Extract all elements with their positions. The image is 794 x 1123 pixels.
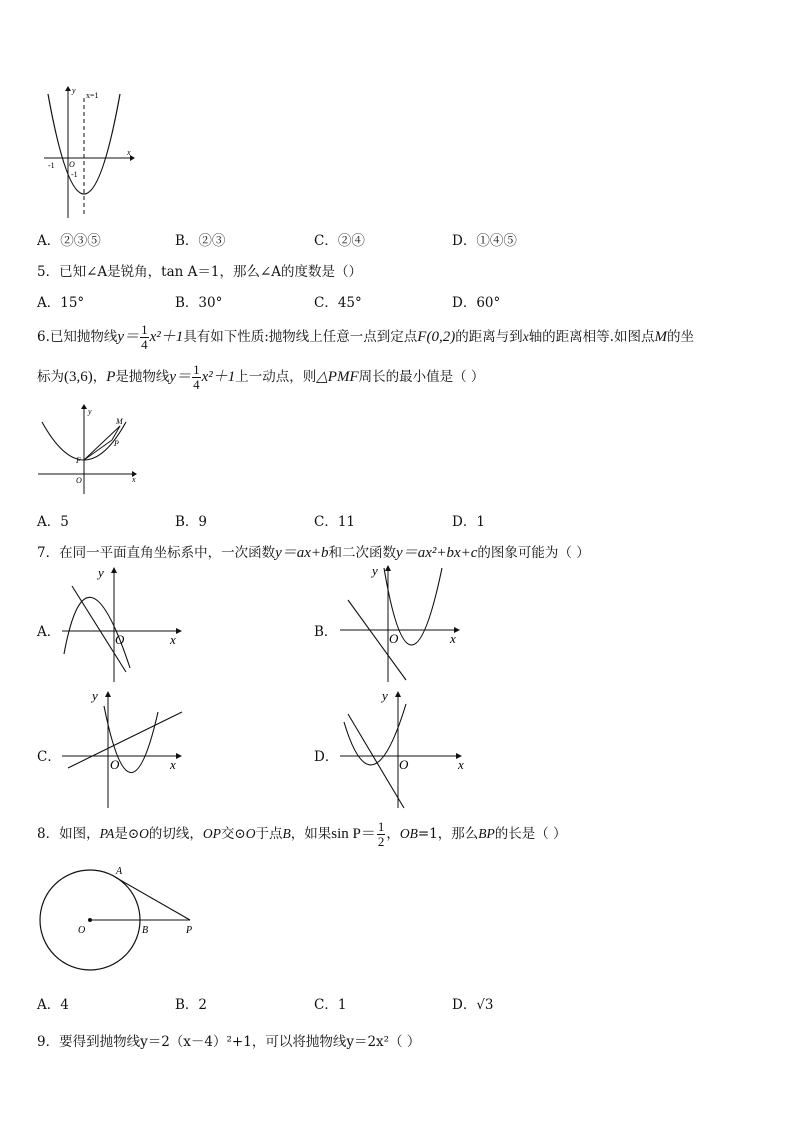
q6-label-y: y (88, 407, 92, 416)
q4-label-neg1-y: -1 (71, 170, 78, 179)
q8-stem (37, 819, 567, 849)
q7-option-b-label[interactable]: B． (314, 624, 338, 640)
q4-option-a[interactable]: A．②③⑤ (37, 233, 101, 249)
q8-stem-c: 的切线， (148, 826, 203, 842)
q8-stem-h: =1，那么 (417, 826, 479, 842)
q7d-label-x: x (458, 757, 464, 772)
q7-graph-c[interactable] (58, 686, 188, 810)
q7-stem (37, 541, 590, 562)
q7-linear-function: y＝ax+b (275, 545, 329, 561)
q8-stem-d: 交⊙ (220, 826, 246, 842)
q8-label-p: P (186, 925, 193, 936)
q5-option-a[interactable]: A．15° (37, 295, 85, 311)
q7a-line (72, 586, 126, 672)
q7b-label-x: x (450, 631, 456, 646)
q8-stem-b: 是⊙ (114, 826, 140, 842)
q8-frac: $\frac{1}{2}$ (377, 819, 385, 849)
q5-option-c[interactable]: C．45° (314, 295, 362, 311)
q8-graph (36, 862, 206, 974)
q8-stem-bp: BP (478, 826, 495, 841)
q7c-line (68, 712, 182, 768)
q8-label-b: B (142, 925, 149, 936)
q7d-line (348, 714, 404, 808)
q6-frac2: $\frac{1}{4}$ (193, 362, 200, 392)
q8-stem-pa: PA (99, 826, 115, 841)
q6-option-d[interactable]: D．1 (452, 514, 485, 530)
q6-formula2-y: y＝ (169, 369, 192, 385)
q6-point-f: F(0,2) (417, 329, 456, 345)
q4-label-x: x (127, 148, 131, 157)
q6-line1-c: 的距离与到 (455, 329, 523, 345)
q6-line2-a: 标为 (37, 369, 64, 385)
q4-option-b[interactable]: B．②③ (175, 233, 226, 249)
q4-option-c[interactable]: C．②④ (314, 233, 365, 249)
q6-label-o: O (76, 476, 82, 485)
q6-line1-x: x (522, 329, 529, 344)
q5-option-d[interactable]: D．60° (452, 295, 501, 311)
q7c-x-arrow (176, 753, 182, 759)
q6-line1-m: M (654, 329, 667, 345)
q6-line2-c: 是抛物线 (115, 369, 170, 385)
q7-stem-b: 和二次函数 (328, 545, 397, 561)
q6-option-b[interactable]: B．9 (175, 514, 208, 530)
q8-option-b[interactable]: B．2 (175, 997, 208, 1013)
q8-stem-o2: O (245, 826, 256, 841)
q6-label-x: x (132, 475, 136, 484)
q7c-label-y: y (92, 688, 98, 703)
q4-graph (38, 84, 138, 222)
q6-line1-d: 轴的距离相等.如图点 (528, 329, 655, 345)
q6-formula1-y: y＝ (117, 329, 140, 345)
q7c-label-o: O (110, 757, 120, 772)
q6-line1-e: 的坐 (666, 329, 694, 345)
q6-line1-a: 6.已知抛物线 (37, 329, 118, 345)
q8-stem-f: ，如果 (290, 826, 332, 842)
q4-option-d[interactable]: D．①④⑤ (452, 233, 517, 249)
q7d-label-y: y (382, 688, 388, 703)
q9-stem: 9．要得到抛物线y＝2（x－4）²+1，可以将抛物线y＝2x²（ ） (37, 1034, 421, 1050)
q6-graph (36, 402, 140, 498)
q6-point-m: (3,6) (64, 369, 93, 385)
q6-line1 (37, 322, 694, 352)
q8-label-a: A (116, 866, 123, 877)
q6-segment-fp (84, 440, 112, 460)
q6-label-m: M (116, 417, 123, 426)
q6-line2-d: 上一动点，则 (235, 369, 317, 385)
q6-line2-e: 周长的最小值是（ ） (358, 369, 485, 385)
q7-graph-a[interactable] (58, 564, 188, 684)
q7-option-d-label[interactable]: D． (314, 749, 339, 765)
q7b-label-o: O (389, 631, 399, 646)
q8-stem-bpt: B (282, 826, 291, 841)
q4-label-axis: x=1 (86, 91, 99, 100)
q7a-x-arrow (176, 628, 182, 634)
q8-stem-o1: O (139, 826, 149, 841)
q8-option-a[interactable]: A．4 (37, 997, 69, 1013)
q7-stem-c: 的图象可能为（ ） (477, 545, 590, 561)
q4-x-arrow (130, 155, 135, 161)
q7a-label-o: O (115, 632, 125, 647)
q7-quadratic-function: y＝ax²+bx+c (396, 545, 478, 561)
q8-tangent-pa (115, 877, 190, 920)
q8-stem-a: 8．如图， (37, 826, 100, 842)
q6-formula2-rest: x²＋1 (201, 369, 236, 385)
q4-label-o: O (69, 160, 75, 169)
q7-option-a-label[interactable]: A． (37, 624, 61, 640)
q5-stem: 5．已知∠A是锐角，tan A＝1，那么∠A的度数是（） (37, 264, 363, 280)
q6-option-a[interactable]: A．5 (37, 514, 69, 530)
q7d-label-o: O (399, 757, 409, 772)
q6-line2-b: ， (92, 369, 107, 385)
q7b-label-y: y (372, 563, 378, 578)
q8-stem-op: OP (202, 826, 221, 841)
q8-stem-e: 于点 (255, 826, 283, 842)
q6-option-c[interactable]: C．11 (314, 514, 356, 530)
q6-y-arrow (81, 404, 87, 409)
q6-frac1: $\frac{1}{4}$ (141, 322, 148, 352)
q7-stem-a: 7．在同一平面直角坐标系中，一次函数 (37, 545, 276, 561)
q7a-label-y: y (98, 565, 104, 580)
q8-label-o: O (78, 925, 86, 936)
q8-option-c[interactable]: C．1 (314, 997, 347, 1013)
q4-label-y: y (72, 86, 76, 95)
q7c-y-arrow (105, 691, 111, 697)
q4-label-neg1-x: -1 (48, 161, 55, 170)
q8-stem-g: ， (386, 826, 400, 842)
q7d-y-arrow (395, 691, 401, 697)
q7b-y-arrow (385, 565, 391, 571)
q7-option-c-label[interactable]: C． (37, 749, 61, 765)
q7a-y-arrow (111, 567, 117, 573)
q8-stem-ob: OB (399, 826, 418, 841)
q6-line2 (37, 362, 484, 392)
q6-formula1-rest: x²＋1 (149, 329, 184, 345)
q6-label-p: P (114, 439, 119, 448)
q6-triangle: △PMF (316, 369, 359, 385)
q7-graph-d[interactable] (336, 686, 468, 810)
q7a-label-x: x (170, 632, 176, 647)
q6-label-f: F (76, 456, 81, 465)
q4-y-arrow (65, 86, 71, 91)
q6-line1-b: 具有如下性质:抛物线上任意一点到定点 (183, 329, 418, 345)
q8-stem-i: 的长是（ ） (494, 826, 567, 842)
q7-graph-b[interactable] (336, 562, 466, 684)
q6-line2-p: P (106, 369, 116, 385)
q8-option-d[interactable]: D．√3 (452, 997, 494, 1013)
q7c-label-x: x (170, 757, 176, 772)
q8-sin: sin P＝ (331, 826, 376, 842)
q5-option-b[interactable]: B．30° (175, 295, 223, 311)
